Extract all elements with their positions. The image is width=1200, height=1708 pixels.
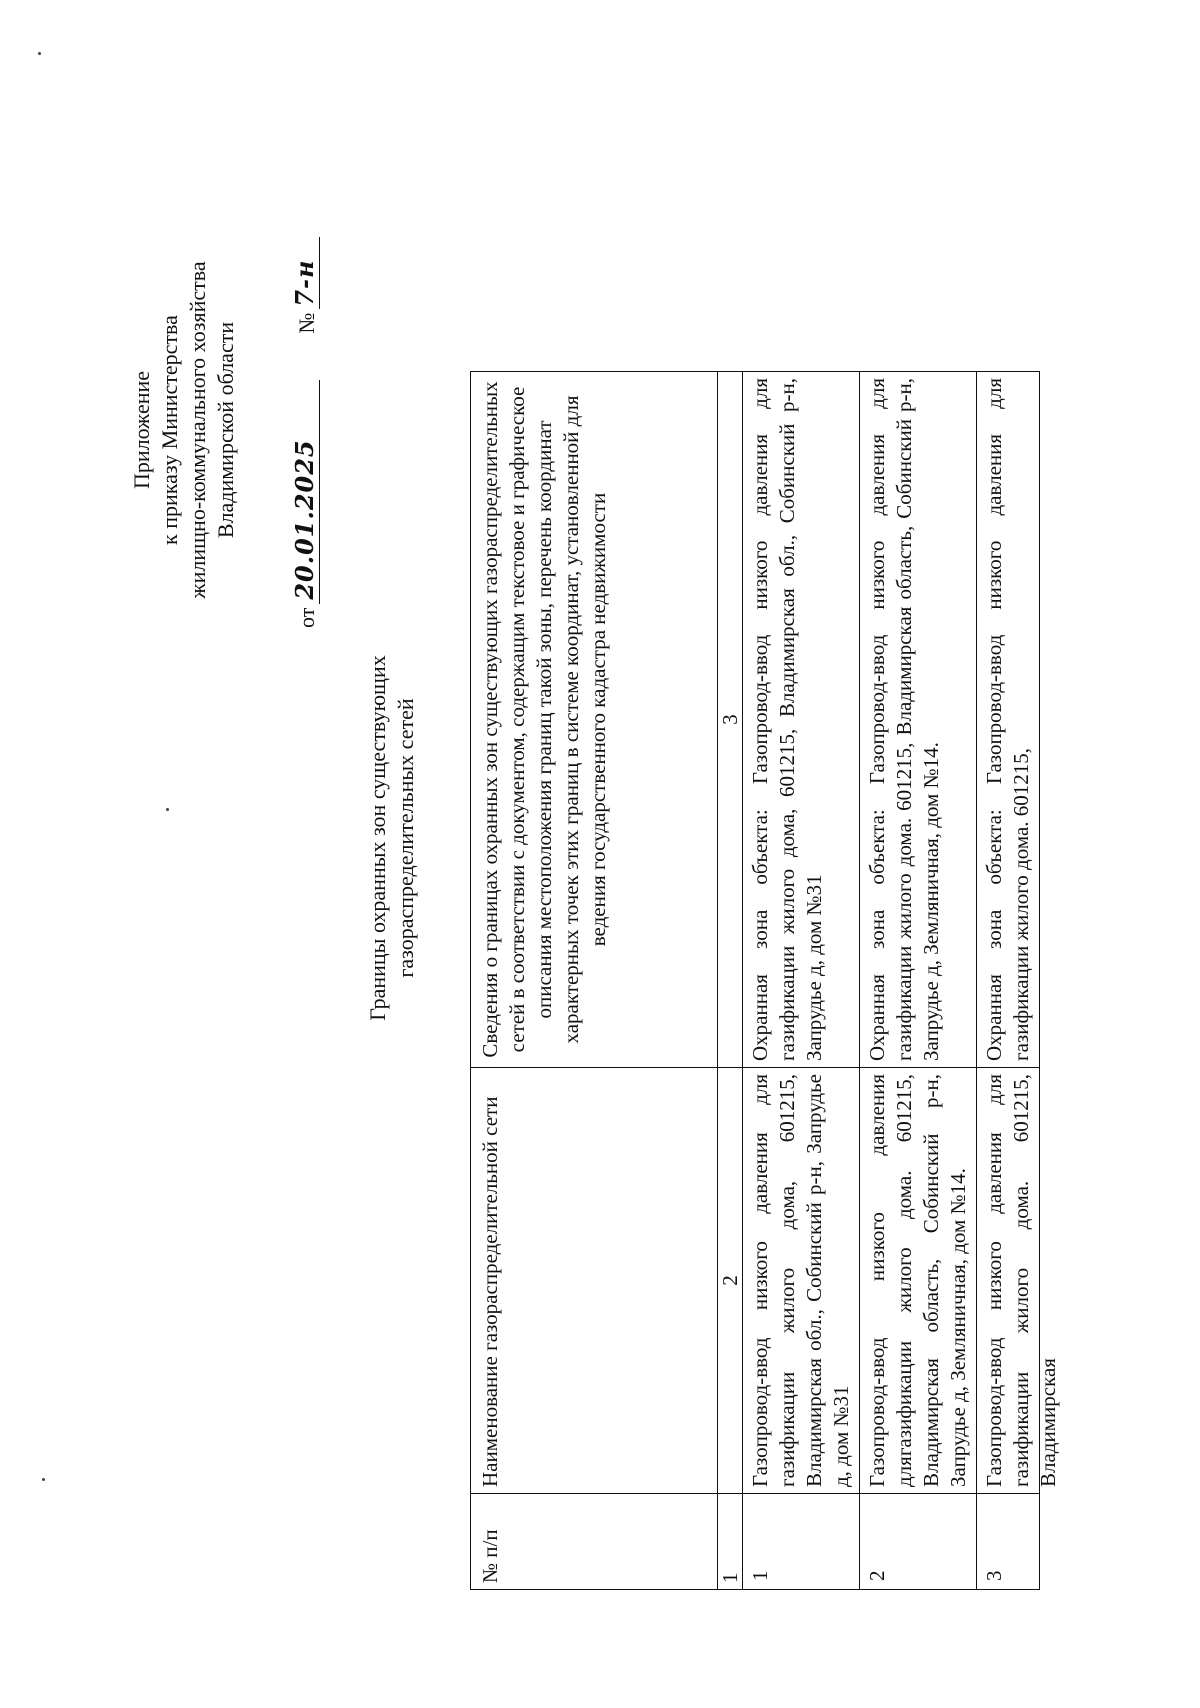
row-3-num	[977, 1494, 1040, 1590]
header-num: № п/п	[471, 1494, 718, 1590]
table-row	[860, 372, 977, 1590]
appendix-region-line: Владимирской области	[213, 321, 238, 539]
header-name: Наименование газораспределительной сети	[471, 1068, 718, 1494]
document-title-line2: газораспределительных сетей	[393, 698, 418, 978]
appendix-ministry-line: жилищно-коммунального хозяйства	[185, 261, 210, 599]
index-cell-2: 2	[718, 1068, 743, 1494]
row-3-info	[977, 372, 1040, 1068]
gas-network-table	[470, 371, 1060, 1590]
header-info: Сведения о границах охранных зон существующих газораспределительных сетей в соответствии с документом, содержащим текстовое и графическое описания местоположения границ такой зоны, перечень координат характерных точек этих границ в системе координат, установленной для ведения государственного кадастра недвижимости	[471, 372, 718, 1068]
handwritten-date: 20.01.2025	[290, 380, 320, 604]
row-2-name: Газопровод-ввод низкого давления длягазификации жилого дома. 601215, Владимирская область, Собинский р-н, Запрудье д, Земляничная, дом №14.	[860, 1068, 977, 1494]
index-cell-3: 3	[718, 372, 743, 1068]
table-index-row	[718, 372, 743, 1590]
index-cell-1: 1	[718, 1494, 743, 1590]
row-2-info: Охранная зона объекта: Газопровод-ввод низкого давления для газификации жилого дома. 601215, Владимирская область, Собинский р-н, Запрудье д, Земляничная, дом №14.	[860, 372, 977, 1068]
row-1-num: 1	[743, 1494, 860, 1590]
handwritten-number: 7-н	[290, 237, 320, 309]
table-row	[743, 372, 860, 1590]
scan-speck	[38, 52, 41, 55]
row-3-info-text: Охранная зона объекта: Газопровод-ввод низкого давления для газификации жилого дома. 601215,	[982, 378, 1033, 1061]
row-1-info: Охранная зона объекта: Газопровод-ввод низкого давления для газификации жилого дома, 601215, Владимирская обл., Собинский р-н, Запрудье д, дом №31	[743, 372, 860, 1068]
number-prefix: №	[294, 312, 319, 334]
date-prefix: от	[294, 607, 319, 628]
document-title-line1: Границы охранных зон существующих	[365, 655, 390, 1021]
order-date-number	[290, 198, 320, 628]
row-3-name	[977, 1068, 1060, 1494]
document-title	[364, 528, 420, 1148]
appendix-order-line: к приказу Министерства	[157, 315, 182, 545]
row-3-name-text: Газопровод-ввод низкого давления для газификации жилого дома. 601215, Владимирская	[982, 1074, 1060, 1487]
row-2-num: 2	[860, 1494, 977, 1590]
scan-speck	[166, 808, 169, 811]
table-row	[977, 372, 1040, 1590]
row-1-name: Газопровод-ввод низкого давления для газификации жилого дома, 601215, Владимирская обл., Собинский р-н, Запрудье д, дом №31	[743, 1068, 860, 1494]
scan-speck	[42, 1478, 45, 1481]
appendix-title: Приложение	[129, 370, 154, 490]
row-3-num-text: 3	[982, 1570, 1006, 1581]
table-header-row	[471, 372, 718, 1590]
appendix-block	[128, 150, 240, 710]
